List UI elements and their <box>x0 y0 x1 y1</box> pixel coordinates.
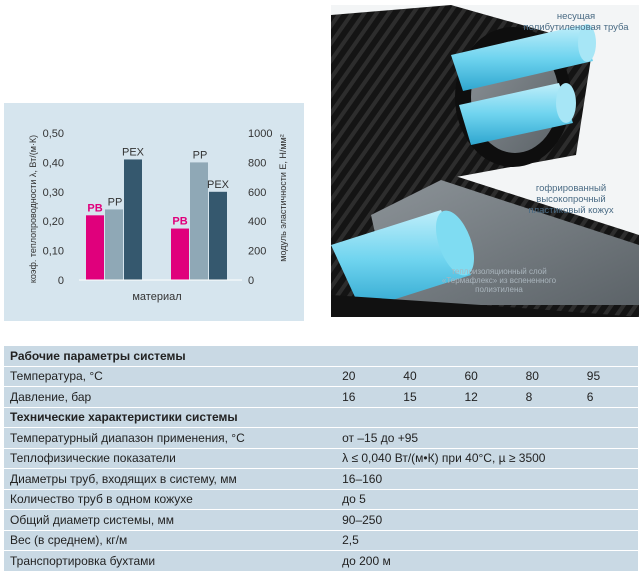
bar-label: PB <box>172 215 188 228</box>
annotation-insulation: теплоизоляционный слой «Термафлекс» из вспененного полиэтилена <box>441 267 557 294</box>
bar-pex <box>209 192 227 280</box>
section-title: Рабочие параметры системы <box>4 346 638 366</box>
cell-value: 20 <box>332 366 393 387</box>
row-label: Вес (в среднем), кг/м <box>4 530 332 551</box>
row-label: Диаметры труб, входящих в систему, мм <box>4 469 332 490</box>
bar-pp <box>190 162 208 280</box>
bar-label: PP <box>192 149 208 162</box>
row-value: 90–250 <box>332 510 638 531</box>
cell-value: 80 <box>516 366 577 387</box>
right-tick-label: 0 <box>248 275 255 287</box>
cell-value: 16 <box>332 387 393 408</box>
row-label: Общий диаметр системы, мм <box>4 510 332 531</box>
row-label: Температурный диапазон применения, °С <box>4 428 332 449</box>
parameters-table <box>4 346 638 572</box>
left-tick-label: 0,40 <box>42 157 64 170</box>
pipe-photo <box>331 5 639 317</box>
row-value: до 5 <box>332 489 638 510</box>
annotation-jacket: гофрированный высокопрочный пластиковый кожух <box>528 183 614 216</box>
cell-value: 95 <box>577 366 638 387</box>
left-tick-label: 0,50 <box>42 128 64 140</box>
cell-value: 6 <box>577 387 638 408</box>
table-row <box>4 428 638 449</box>
bar-pp <box>105 209 123 280</box>
right-tick-label: 1000 <box>248 128 273 140</box>
x-axis-label: материал <box>132 291 182 303</box>
material-chart <box>4 103 304 321</box>
section-operating-params <box>4 346 638 366</box>
cell-value: 40 <box>393 366 454 387</box>
bar-label: PP <box>107 196 123 209</box>
row-value: 16–160 <box>332 469 638 490</box>
right-tick-label: 200 <box>248 245 267 258</box>
row-label: Транспортировка бухтами <box>4 551 332 572</box>
table-row-pressure <box>4 387 638 408</box>
bar-label: PEX <box>206 178 230 191</box>
section-title: Технические характеристики системы <box>4 407 638 428</box>
bar-label: PB <box>87 202 103 215</box>
cell-value: 15 <box>393 387 454 408</box>
bar-pb <box>86 215 104 280</box>
left-tick-label: 0,10 <box>42 245 64 258</box>
row-label: Давление, бар <box>4 387 332 408</box>
bar-pex <box>124 159 142 280</box>
left-axis-title: коэф. теплопроводности λ, Вт/(м·К) <box>28 134 38 284</box>
cell-value: 8 <box>516 387 577 408</box>
table-row <box>4 551 638 572</box>
annotation-carrier-pipe: несущая полибутиленовая труба <box>523 11 629 33</box>
row-value: до 200 м <box>332 551 638 572</box>
cell-value: 60 <box>454 366 515 387</box>
right-tick-label: 400 <box>248 216 267 229</box>
cell-value: 12 <box>454 387 515 408</box>
table-row <box>4 510 638 531</box>
table-row <box>4 448 638 469</box>
right-axis-title: модуль эластичности E, Н/мм² <box>278 134 288 262</box>
row-value: λ ≤ 0,040 Вт/(м•К) при 40°С, µ ≥ 3500 <box>332 448 638 469</box>
bar-pb <box>171 229 189 280</box>
row-value: от –15 до +95 <box>332 428 638 449</box>
right-tick-label: 600 <box>248 186 267 199</box>
row-label: Температура, °С <box>4 366 332 387</box>
left-tick-label: 0,20 <box>42 216 64 229</box>
table-row-temperature <box>4 366 638 387</box>
row-label: Теплофизические показатели <box>4 448 332 469</box>
row-label: Количество труб в одном кожухе <box>4 489 332 510</box>
section-technical-specs <box>4 407 638 428</box>
row-value: 2,5 <box>332 530 638 551</box>
inner-pipe-end-2 <box>556 83 576 123</box>
table-row <box>4 530 638 551</box>
table-row <box>4 469 638 490</box>
left-tick-label: 0,30 <box>42 186 64 199</box>
table-row <box>4 489 638 510</box>
bar-label: PEX <box>121 146 145 159</box>
chart-svg <box>4 103 304 321</box>
left-tick-label: 0 <box>57 275 64 287</box>
right-tick-label: 800 <box>248 157 267 170</box>
